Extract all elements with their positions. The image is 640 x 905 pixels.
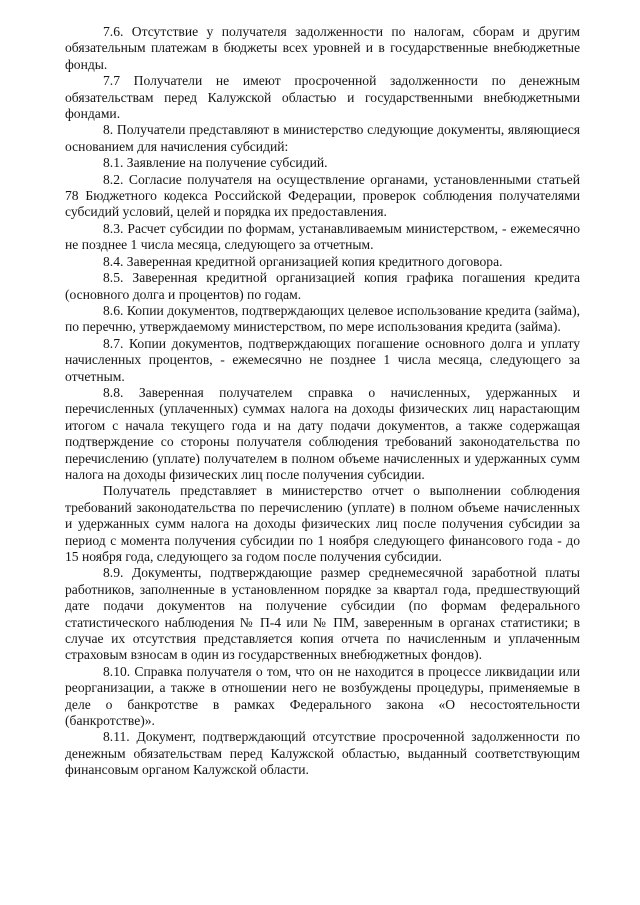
paragraph-8-9: 8.9. Документы, подтверждающие размер среднемесячной заработной платы работников, заполненные в установленном порядке за квартал года, предшествующий дате подачи документов на получение субсидии (по формам федерального статистического наблюдения № П-4 или № ПМ, заверенным в органах статистики; в случае их отсутствия представляется копия отчета по начисленным и уплаченным страховым взносам в один из государственных внебюджетных фондов). [65,565,580,663]
paragraph-8-8-report: Получатель представляет в министерство отчет о выполнении соблюдения требований законодательства по перечислению (уплате) в полном объеме начисленных и удержанных сумм налога на доходы физических лиц после получения субсидии за период с момента получения субсидии по 1 ноября следующего финансового года - до 15 ноября года, следующего за годом после получения субсидии. [65,483,580,564]
paragraph-7-6: 7.6. Отсутствие у получателя задолженности по налогам, сборам и другим обязательным платежам в бюджеты всех уровней и в государственные внебюджетные фонды. [65,24,580,72]
paragraph-7-7: 7.7 Получатели не имеют просроченной задолженности по денежным обязательствам перед Калужской областью и государственными внебюджетными фондами. [65,73,580,122]
paragraph-8-5: 8.5. Заверенная кредитной организацией копия графика погашения кредита (основного долга и процентов) по годам. [65,270,580,302]
paragraph-8-8: 8.8. Заверенная получателем справка о начисленных, удержанных и перечисленных (уплаченных) суммах налога на доходы физических лиц нарастающим итогом с начала текущего года и на дату подачи документов, а также содержащая подтверждение со стороны получателя соблюдения требований законодательства по перечислению (уплате) получателем в полном объеме начисленных и удержанных сумм налога на доходы физических лиц после получения субсидии. [65,384,580,482]
document-page [65,24,580,779]
paragraph-8-4: 8.4. Заверенная кредитной организацией копия кредитного договора. [103,253,503,269]
paragraph-8-11: 8.11. Документ, подтверждающий отсутствие просроченной задолженности по денежным обязательствам перед Калужской областью, выданный соответствующим финансовым органом Калужской области. [65,729,580,778]
paragraph-8-3: 8.3. Расчет субсидии по формам, устанавливаемым министерством, - ежемесячно не позднее 1 числа месяца, следующего за отчетным. [65,220,580,253]
paragraph-8-6: 8.6. Копии документов, подтверждающих целевое использование кредита (займа), по перечню, утверждаемому министерством, по мере использования кредита (займа). [65,302,580,335]
paragraph-8-1: 8.1. Заявление на получение субсидий. [103,155,328,171]
paragraph-8: 8. Получатели представляют в министерство следующие документы, являющиеся основанием для начисления субсидий: [65,122,580,154]
paragraph-8-7: 8.7. Копии документов, подтверждающих погашение основного долга и уплату начисленных процентов, - ежемесячно не позднее 1 числа месяца, следующего за отчетным. [65,335,580,384]
paragraph-8-2: 8.2. Согласие получателя на осуществление органами, установленными статьей 78 Бюджетного кодекса Российской Федерации, проверок соблюдения получателями субсидий условий, целей и порядка их предоставления. [65,171,580,220]
paragraph-8-10: 8.10. Справка получателя о том, что он не находится в процессе ликвидации или реорганизации, а также в отношении него не возбуждены процедуры, применяемые в деле о банкротстве в рамках Федерального закона «О несостоятельности (банкротстве)». [65,663,580,729]
